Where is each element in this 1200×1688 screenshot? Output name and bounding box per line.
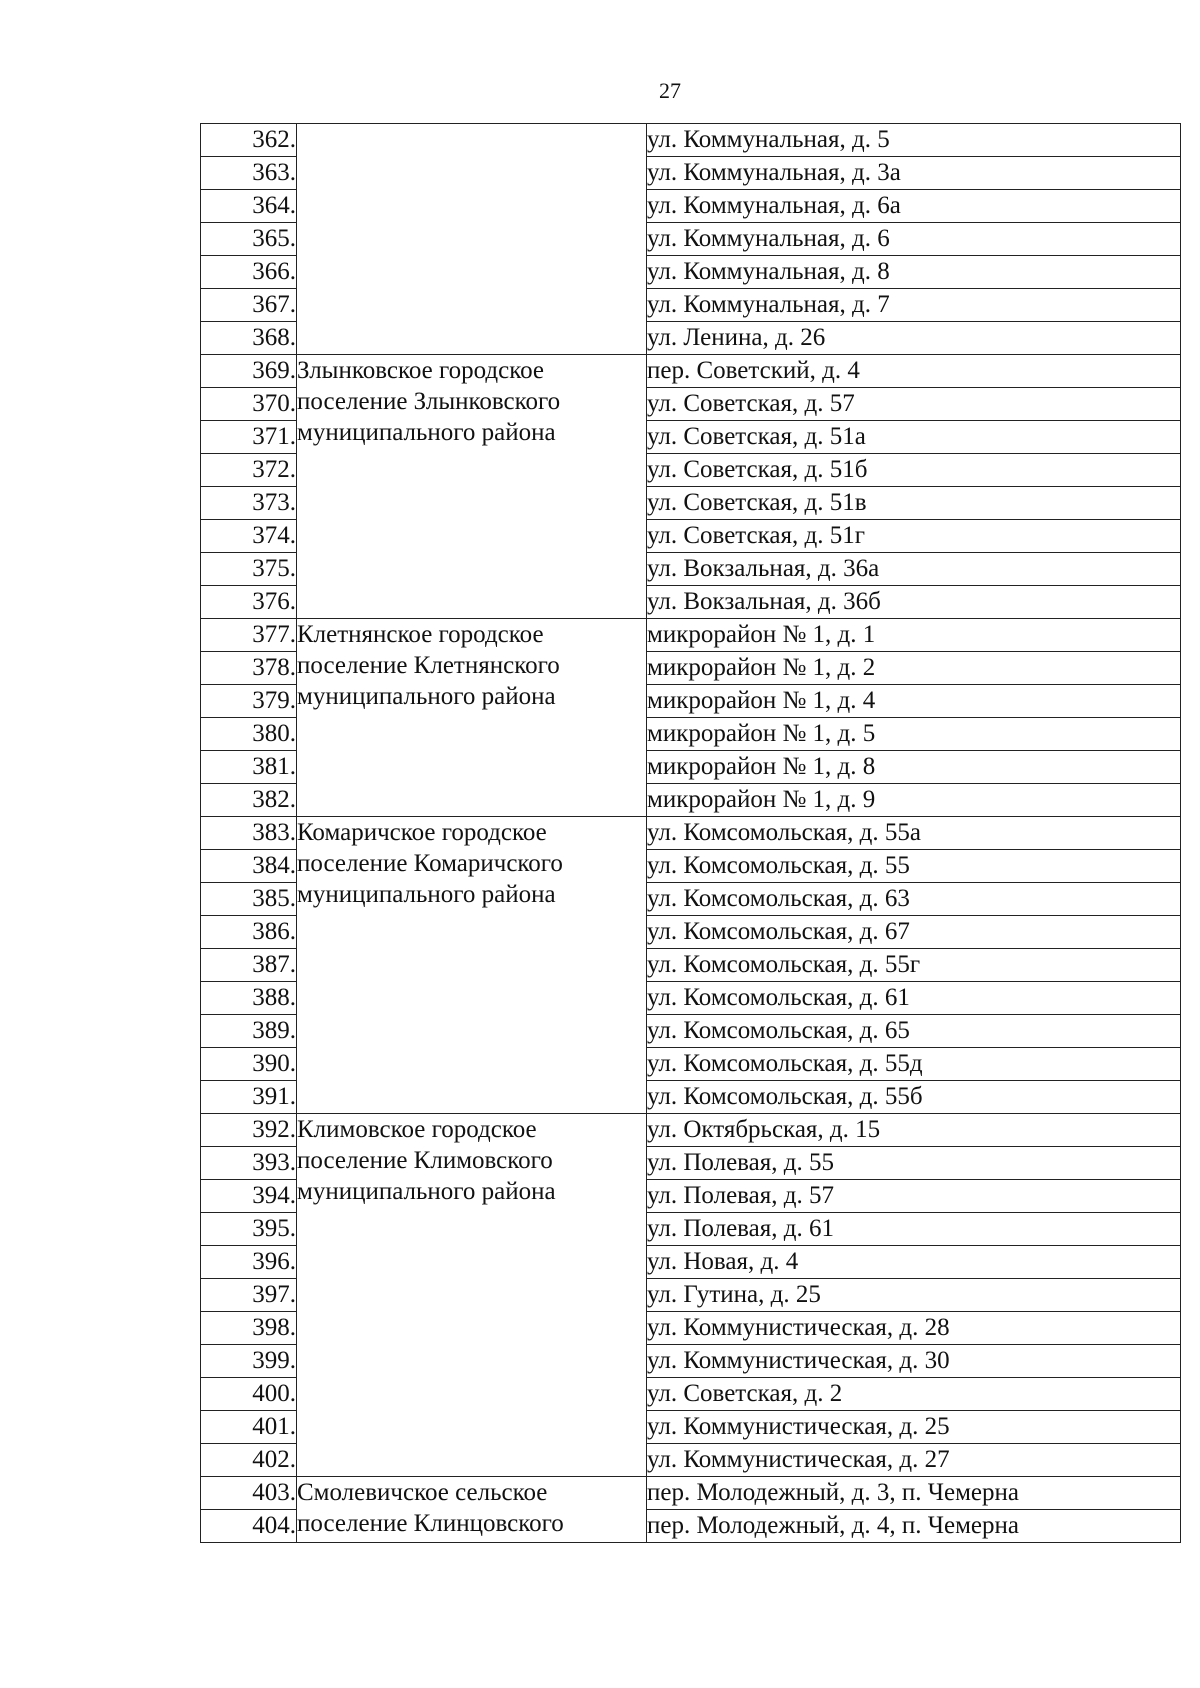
row-number: 370.	[201, 388, 297, 421]
row-number: 400.	[201, 1378, 297, 1411]
row-number: 376.	[201, 586, 297, 619]
municipality-name-line: поселение Комаричского	[297, 850, 563, 877]
municipality-name-line: поселение Злынковского	[297, 388, 561, 415]
row-number: 392.	[201, 1114, 297, 1147]
table-row	[201, 1477, 1181, 1510]
row-number: 377.	[201, 619, 297, 652]
row-number: 395.	[201, 1213, 297, 1246]
address-cell: ул. Коммунистическая, д. 28	[647, 1312, 1181, 1345]
address-cell: ул. Новая, д. 4	[647, 1246, 1181, 1279]
address-cell: ул. Вокзальная, д. 36б	[647, 586, 1181, 619]
row-number: 388.	[201, 982, 297, 1015]
address-cell: пер. Советский, д. 4	[647, 355, 1181, 388]
address-cell: ул. Советская, д. 57	[647, 388, 1181, 421]
municipality-cell	[297, 1477, 647, 1543]
municipality-cell	[297, 1114, 647, 1477]
row-number: 393.	[201, 1147, 297, 1180]
address-cell: ул. Комсомольская, д. 63	[647, 883, 1181, 916]
municipality-name-line: муниципального района	[297, 881, 556, 908]
address-cell: ул. Коммунальная, д. 6а	[647, 190, 1181, 223]
address-cell: ул. Полевая, д. 55	[647, 1147, 1181, 1180]
municipality-name-line: муниципального района	[297, 1178, 556, 1205]
row-number: 364.	[201, 190, 297, 223]
row-number: 389.	[201, 1015, 297, 1048]
address-cell: микрорайон № 1, д. 9	[647, 784, 1181, 817]
table-row	[201, 619, 1181, 652]
row-number: 362.	[201, 124, 297, 157]
table-row	[201, 355, 1181, 388]
address-cell: ул. Коммунистическая, д. 25	[647, 1411, 1181, 1444]
address-cell: ул. Коммунистическая, д. 30	[647, 1345, 1181, 1378]
address-cell: ул. Коммунальная, д. 3а	[647, 157, 1181, 190]
address-cell: ул. Советская, д. 51г	[647, 520, 1181, 553]
row-number: 365.	[201, 223, 297, 256]
row-number: 372.	[201, 454, 297, 487]
address-cell: ул. Комсомольская, д. 55а	[647, 817, 1181, 850]
row-number: 398.	[201, 1312, 297, 1345]
municipality-name-line: Смолевичское сельское	[297, 1479, 548, 1506]
row-number: 404.	[201, 1510, 297, 1543]
row-number: 368.	[201, 322, 297, 355]
row-number: 374.	[201, 520, 297, 553]
row-number: 382.	[201, 784, 297, 817]
row-number: 387.	[201, 949, 297, 982]
address-cell: ул. Комсомольская, д. 65	[647, 1015, 1181, 1048]
row-number: 385.	[201, 883, 297, 916]
municipality-name-line: Климовское городское	[297, 1116, 537, 1143]
address-cell: ул. Вокзальная, д. 36а	[647, 553, 1181, 586]
row-number: 386.	[201, 916, 297, 949]
address-table-body	[201, 124, 1181, 1543]
address-cell: ул. Полевая, д. 61	[647, 1213, 1181, 1246]
municipality-cell	[297, 619, 647, 817]
address-cell: микрорайон № 1, д. 4	[647, 685, 1181, 718]
row-number: 363.	[201, 157, 297, 190]
address-cell: ул. Коммунальная, д. 5	[647, 124, 1181, 157]
address-cell: ул. Советская, д. 51а	[647, 421, 1181, 454]
row-number: 391.	[201, 1081, 297, 1114]
address-cell: ул. Комсомольская, д. 67	[647, 916, 1181, 949]
row-number: 367.	[201, 289, 297, 322]
table-row	[201, 1114, 1181, 1147]
municipality-cell	[297, 124, 647, 355]
row-number: 403.	[201, 1477, 297, 1510]
row-number: 394.	[201, 1180, 297, 1213]
municipality-name-line: поселение Клинцовского	[297, 1510, 564, 1537]
row-number: 366.	[201, 256, 297, 289]
municipality-name-line: Клетнянское городское	[297, 621, 544, 648]
municipality-name-line: Комаричское городское	[297, 819, 547, 846]
row-number: 399.	[201, 1345, 297, 1378]
page-number: 27	[659, 78, 681, 103]
address-cell: ул. Ленина, д. 26	[647, 322, 1181, 355]
municipality-name-line: поселение Климовского	[297, 1147, 553, 1174]
row-number: 402.	[201, 1444, 297, 1477]
row-number: 373.	[201, 487, 297, 520]
address-cell: ул. Советская, д. 51б	[647, 454, 1181, 487]
row-number: 378.	[201, 652, 297, 685]
municipality-name-line: муниципального района	[297, 683, 556, 710]
municipality-name-line: поселение Клетнянского	[297, 652, 560, 679]
municipality-cell	[297, 817, 647, 1114]
row-number: 379.	[201, 685, 297, 718]
municipality-name-line: Злынковское городское	[297, 357, 545, 384]
address-cell: микрорайон № 1, д. 2	[647, 652, 1181, 685]
row-number: 383.	[201, 817, 297, 850]
address-cell: ул. Полевая, д. 57	[647, 1180, 1181, 1213]
municipality-name-line: муниципального района	[297, 419, 556, 446]
row-number: 401.	[201, 1411, 297, 1444]
table-row	[201, 124, 1181, 157]
address-cell: ул. Комсомольская, д. 55г	[647, 949, 1181, 982]
address-cell: ул. Комсомольская, д. 55	[647, 850, 1181, 883]
address-cell: ул. Коммунистическая, д. 27	[647, 1444, 1181, 1477]
address-cell: микрорайон № 1, д. 8	[647, 751, 1181, 784]
row-number: 390.	[201, 1048, 297, 1081]
row-number: 384.	[201, 850, 297, 883]
address-cell: микрорайон № 1, д. 1	[647, 619, 1181, 652]
municipality-cell	[297, 355, 647, 619]
address-cell: ул. Советская, д. 51в	[647, 487, 1181, 520]
address-cell: микрорайон № 1, д. 5	[647, 718, 1181, 751]
address-cell: ул. Коммунальная, д. 6	[647, 223, 1181, 256]
row-number: 369.	[201, 355, 297, 388]
address-cell: ул. Гутина, д. 25	[647, 1279, 1181, 1312]
address-cell: ул. Октябрьская, д. 15	[647, 1114, 1181, 1147]
address-cell: ул. Коммунальная, д. 8	[647, 256, 1181, 289]
row-number: 375.	[201, 553, 297, 586]
address-cell: пер. Молодежный, д. 3, п. Чемерна	[647, 1477, 1181, 1510]
row-number: 380.	[201, 718, 297, 751]
row-number: 381.	[201, 751, 297, 784]
row-number: 396.	[201, 1246, 297, 1279]
address-cell: ул. Комсомольская, д. 55б	[647, 1081, 1181, 1114]
address-cell: пер. Молодежный, д. 4, п. Чемерна	[647, 1510, 1181, 1543]
row-number: 371.	[201, 421, 297, 454]
row-number: 397.	[201, 1279, 297, 1312]
address-cell: ул. Комсомольская, д. 55д	[647, 1048, 1181, 1081]
table-row	[201, 817, 1181, 850]
address-cell: ул. Комсомольская, д. 61	[647, 982, 1181, 1015]
address-cell: ул. Коммунальная, д. 7	[647, 289, 1181, 322]
address-table	[200, 123, 1181, 1543]
address-cell: ул. Советская, д. 2	[647, 1378, 1181, 1411]
